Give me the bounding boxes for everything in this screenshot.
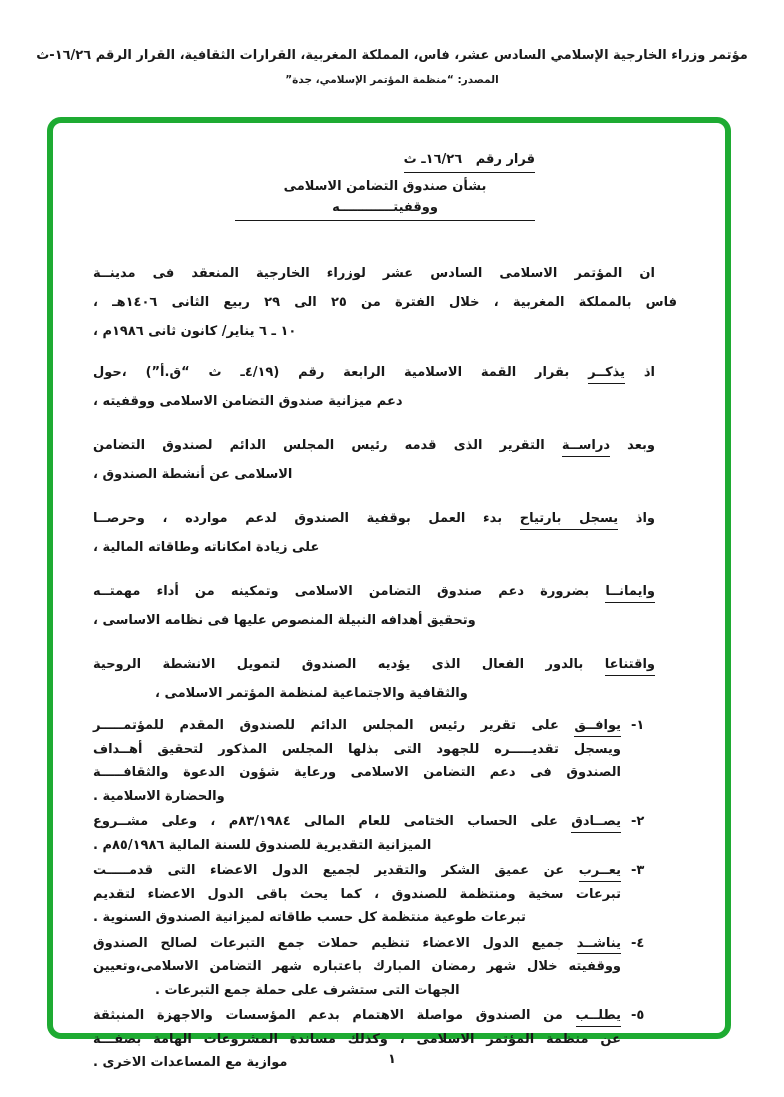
underlined-keyword: يناشــد (577, 936, 621, 955)
document-line: على زيادة امكاناته وطاقاته المالية ، (93, 540, 320, 555)
document-line: الميزانية التقديرية للصندوق للسنة المالية ٨٥/١٩٨٦م . (93, 837, 432, 853)
document-line: موازية مع المساعدات الاخرى . (93, 1055, 288, 1070)
document-line: يعــرب عن عميق الشكر والتقدير لجميع الدول الاعضاء التى قدمـــــت (93, 859, 621, 883)
underlined-keyword: واقتناعا (605, 657, 655, 676)
underlined-keyword: يسجل بارتياح (520, 511, 618, 530)
document-line: الاسلامى عن أنشطة الصندوق ، (93, 467, 293, 482)
document-line: عن منظمة المؤتمر الاسلامى ، وكذلك مساندة المشروعات الهامة بصفـــة (93, 1031, 621, 1047)
preamble-paragraph (93, 358, 677, 416)
document-line: ويسجل تقديـــــره للجهود التى بذلها المجلس المذكور لتحقيق أهــداف (93, 741, 621, 757)
document-source-caption: المصدر: “منظمة المؤتمر الإسلامي، جدة” (285, 74, 499, 86)
document-line: دعم ميزانية صندوق التضامن الاسلامى ووقفيته ، (93, 394, 403, 409)
document-line: ان المؤتمر الاسلامى السادس عشر لوزراء الخارجية المنعقد فى مدينــة (93, 266, 655, 281)
page-number: ١ (388, 1052, 396, 1067)
document-line: يطلــب من الصندوق مواصلة الاهتمام بدعم المؤسسات والاجهزة المنبثقة (93, 1004, 621, 1028)
document-caption: مؤتمر وزراء الخارجية الإسلامي السادس عشر، فاس، المملكة المغربية، القرارات الثقافية، القرار الرقم ١٦/٢٦-ث (36, 48, 748, 63)
list-item (93, 859, 677, 930)
document-line: وتحقيق أهدافه النبيلة المنصوص عليها فى نظامه الاساسى ، (93, 613, 476, 628)
item-text (93, 859, 631, 930)
list-item (93, 714, 677, 808)
document-line: يوافــق على تقرير رئيس المجلس الدائم للصندوق المقدم للمؤتمـــــر (93, 714, 621, 738)
document-line: اذ يذكــر بقرار القمة الاسلامية الرابعة رقم (٤/١٩ـ ث “ق.أ”) ،حول (93, 358, 677, 387)
preamble-paragraph (93, 577, 677, 635)
underlined-keyword: دراســة (562, 438, 610, 457)
resolution-number-text: قرار رقم ١٦/٢٦ـ ث (404, 149, 535, 173)
underlined-keyword: وايمانــا (605, 584, 655, 603)
document-line: والحضارة الاسلامية . (93, 788, 225, 804)
document-line: وبعد دراســة التقرير الذى قدمه رئيس المجلس الدائم لصندوق التضامن (93, 431, 677, 460)
document-line: واذ يسجل بارتياح بدء العمل بوقفية الصندوق لدعم موارده ، وحرصــا (93, 504, 677, 533)
document-line: يصــادق على الحساب الختامى للعام المالى ٨٣/١٩٨٤م ، وعلى مشــروع (93, 810, 621, 834)
document-line: يناشــد جميع الدول الاعضاء تنظيم حملات جمع التبرعات لصالح الصندوق (93, 932, 621, 956)
item-number: ٢- (631, 814, 645, 829)
document-line: تبرعات طوعية منتظمة كل حسب طاقاته لميزانية الصندوق السنوية . (93, 910, 526, 925)
document-line: والثقافية والاجتماعية لمنظمة المؤتمر الاسلامى ، (155, 686, 468, 701)
resolution-title (235, 149, 535, 221)
document-line: تبرعات سخية ومنتظمة للصندوق ، كما يحث باقى الدول الاعضاء لتقديم (93, 886, 621, 902)
document-line: الصندوق فى دعم التضامن الاسلامى ورعاية شؤون الدعوة والثقافـــــة (93, 765, 621, 780)
underlined-keyword: يذكــر (588, 365, 625, 384)
document-line: ‭٦ ـ ١٠‬ يناير/ كانون ثانى ١٩٨٦م ، (93, 324, 297, 339)
green-highlight-frame (47, 117, 731, 1070)
item-number: ٣- (631, 863, 645, 878)
underlined-keyword: يصــادق (571, 814, 621, 833)
resolution-title-line-2 (235, 176, 535, 221)
document-line: واقتناعا بالدور الفعال الذى يؤديه الصندوق لتمويل الانشطة الروحية (93, 650, 677, 679)
item-number: ١- (631, 718, 645, 733)
resolution-list (93, 714, 677, 1075)
list-item (93, 810, 677, 857)
item-text (93, 714, 631, 808)
document-line: وايمانــا بضرورة دعم صندوق التضامن الاسلامى وتمكينه من أداء مهمتــه (93, 577, 677, 606)
document-line: الجهات التى ستشرف على حملة جمع التبرعات . (155, 982, 460, 998)
item-text (93, 932, 631, 1003)
list-item (93, 932, 677, 1003)
underlined-keyword: يطلــب (576, 1008, 622, 1027)
item-number: ٥- (631, 1008, 645, 1023)
item-text (93, 810, 631, 857)
underlined-keyword: يعــرب (579, 863, 621, 882)
document-body (53, 123, 725, 1070)
item-number: ٤- (631, 935, 645, 951)
underlined-keyword: يوافــق (574, 718, 621, 737)
document-line: ووقفيته خلال شهر رمضان المبارك باعتباره شهر التضامن الاسلامى،وتعيين (93, 959, 621, 974)
preamble-paragraph (93, 259, 677, 346)
preamble-paragraph (93, 650, 677, 708)
resolution-title-line-1 (235, 149, 535, 173)
preamble-paragraph (93, 504, 677, 562)
preamble (93, 259, 677, 708)
resolution-subject-text: بشأن صندوق التضامن الاسلامى ووقفيتــــــــــــه (235, 176, 535, 221)
document-line: فاس بالمملكة المغربية ، خلال الفترة من ٢٥ الى ٢٩ ربيع الثانى ١٤٠٦هـ ، (93, 295, 677, 310)
preamble-paragraph (93, 431, 677, 489)
